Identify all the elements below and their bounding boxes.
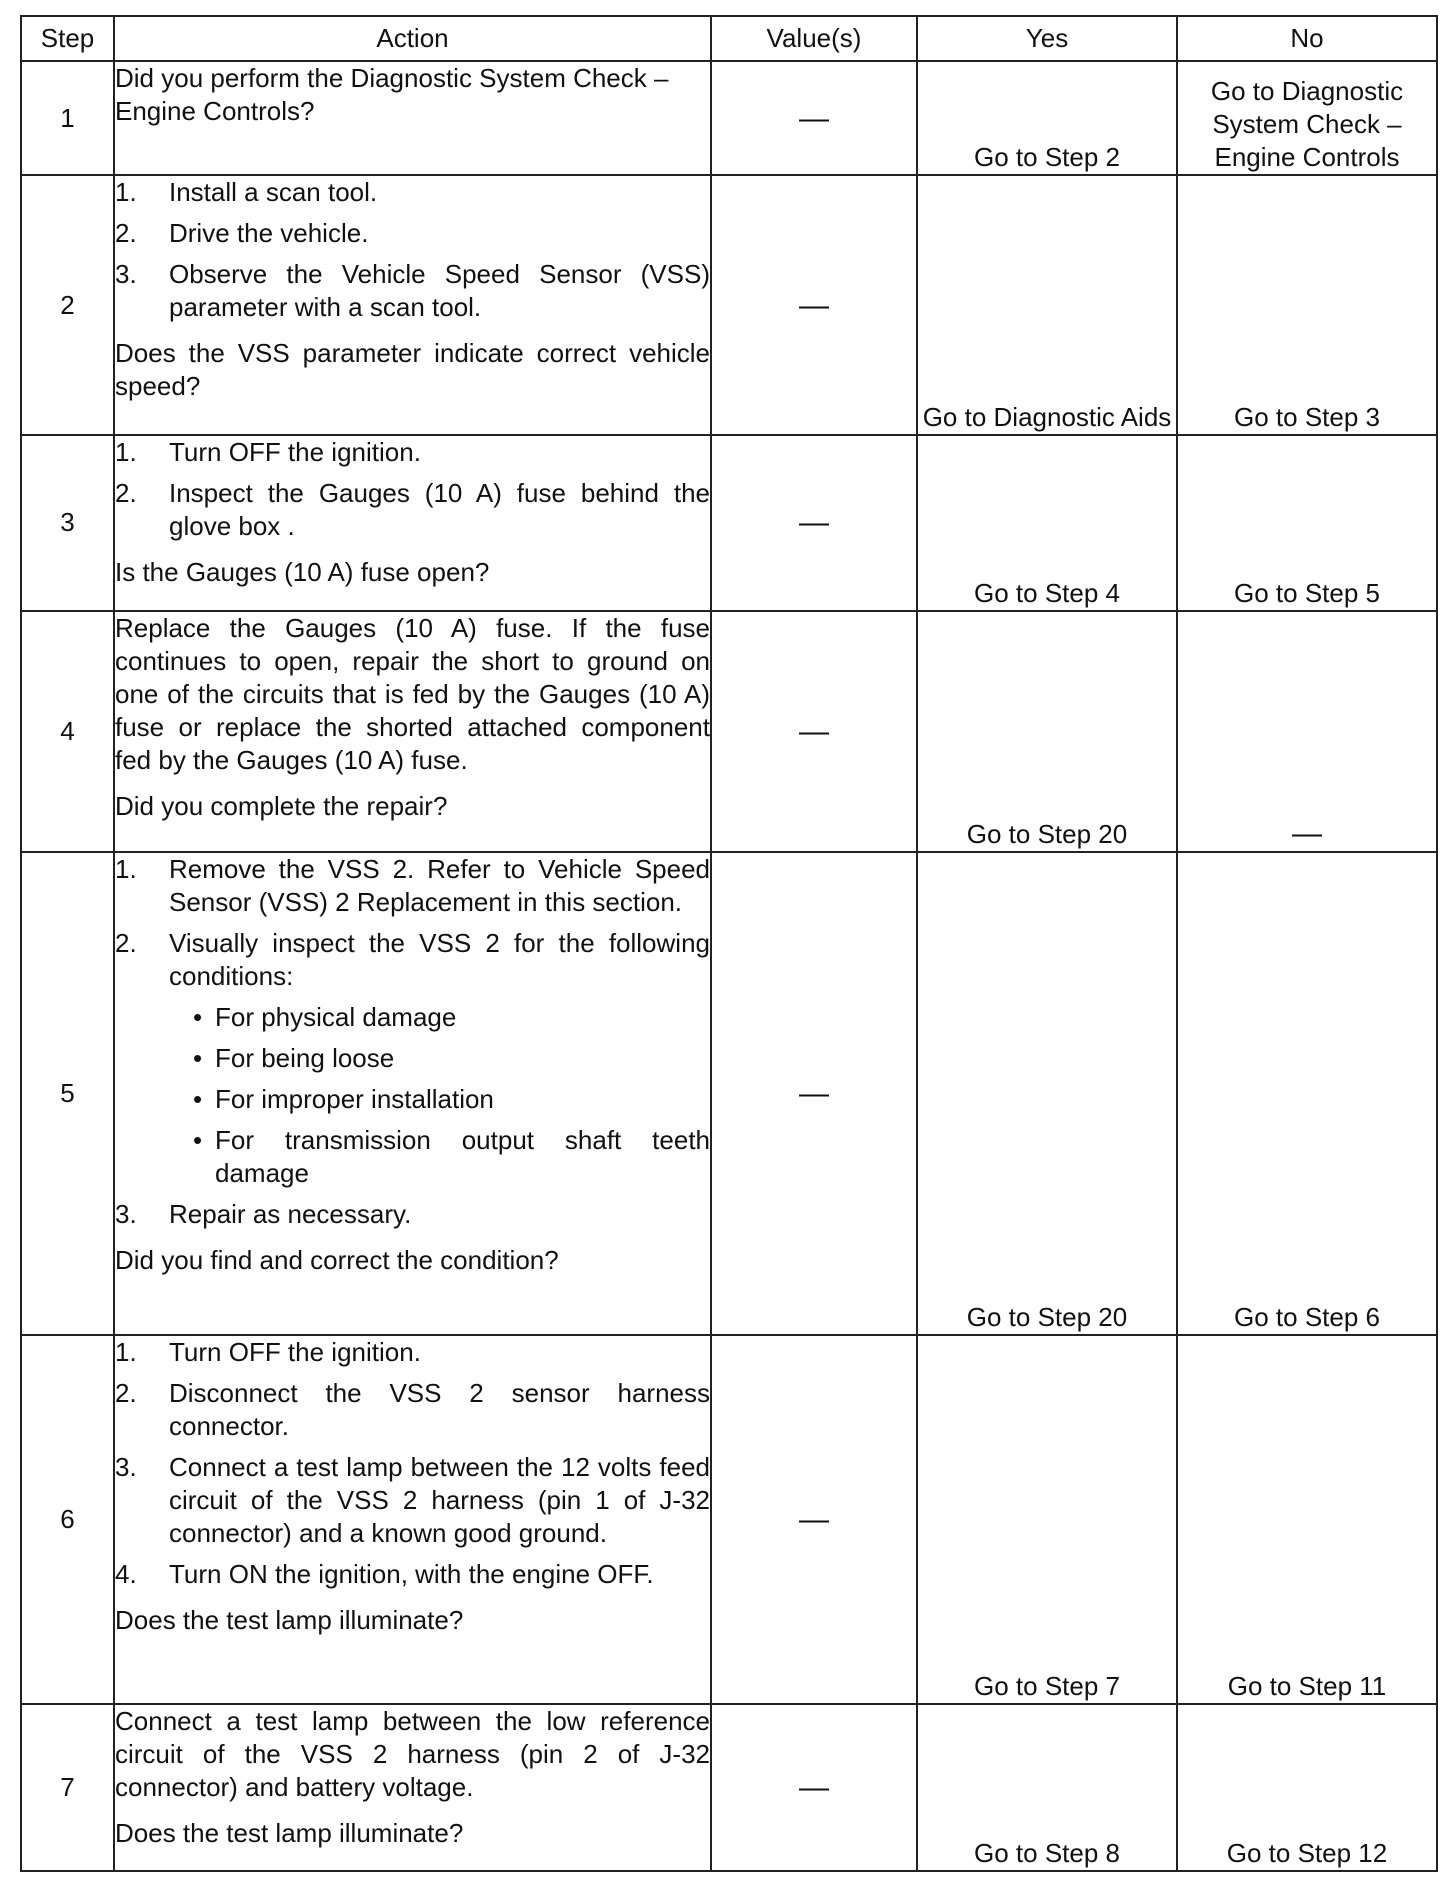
table-row: [21, 175, 1437, 435]
header-action: Action: [114, 16, 711, 61]
no-cell: Go to Step 12: [1177, 1704, 1437, 1871]
action-question: Does the VSS parameter indicate correct vehicle speed?: [115, 338, 710, 402]
diagnostic-table: [20, 15, 1438, 1872]
table-row: [21, 1704, 1437, 1871]
no-cell: Go to Step 5: [1177, 435, 1437, 611]
procedure-item: 2. Inspect the Gauges (10 A) fuse behind the glove box .: [115, 478, 710, 541]
yes-cell: Go to Diagnostic Aids: [917, 175, 1177, 435]
table-row: [21, 1335, 1437, 1704]
header-yes: Yes: [917, 16, 1177, 61]
condition-item: • For improper installation: [193, 1084, 494, 1115]
no-cell: Go to Diagnostic System Check – Engine Controls: [1177, 61, 1437, 175]
yes-cell: Go to Step 8: [917, 1704, 1177, 1871]
procedure-list: [115, 176, 710, 324]
action-cell: [114, 852, 711, 1335]
procedure-item: 2. Drive the vehicle.: [115, 218, 369, 249]
header-no: No: [1177, 16, 1437, 61]
procedure-item: 1. Turn OFF the ignition.: [115, 1336, 421, 1367]
step-number: 1: [21, 61, 114, 175]
no-cell: Go to Step 3: [1177, 175, 1437, 435]
step-number: 6: [21, 1335, 114, 1704]
condition-item: • For transmission output shaft teeth damage: [193, 1125, 710, 1189]
yes-cell: Go to Step 20: [917, 852, 1177, 1335]
action-cell: [114, 611, 711, 852]
header-step: Step: [21, 16, 114, 61]
value-cell: —: [711, 852, 917, 1335]
no-cell: [1177, 611, 1437, 852]
yes-cell: Go to Step 7: [917, 1335, 1177, 1704]
action-cell: [114, 1335, 711, 1704]
step-number: 4: [21, 611, 114, 852]
no-cell: Go to Step 6: [1177, 852, 1437, 1335]
value-cell: —: [711, 175, 917, 435]
condition-item: • For physical damage: [193, 1002, 457, 1033]
table-row: [21, 61, 1437, 175]
procedure-item: 1. Remove the VSS 2. Refer to Vehicle Speed Sensor (VSS) 2 Replacement in this section.: [115, 854, 710, 918]
value-cell: —: [711, 1704, 917, 1871]
action-question: Does the test lamp illuminate?: [115, 1604, 464, 1635]
step-number: 2: [21, 175, 114, 435]
action-question: Is the Gauges (10 A) fuse open?: [115, 557, 490, 587]
condition-list: [169, 1001, 710, 1190]
action-question: Does the test lamp illuminate?: [115, 1818, 464, 1849]
procedure-item: 3. Observe the Vehicle Speed Sensor (VSS) parameter with a scan tool.: [115, 259, 710, 323]
procedure-item: 4. Turn ON the ignition, with the engine OFF.: [115, 1558, 654, 1589]
step-number: 5: [21, 852, 114, 1335]
action-question: Did you find and correct the condition?: [115, 1245, 559, 1276]
action-text: Replace the Gauges (10 A) fuse. If the fuse continues to open, repair the short to ground on one of the circuits that is fed by the Gauges (10 A) fuse or replace the shorted attached component fed by the Gauges (10 A) fuse.: [115, 612, 710, 775]
procedure-list: [115, 436, 710, 543]
no-value-dash: —: [1292, 817, 1322, 851]
table-row: [21, 852, 1437, 1335]
value-cell: —: [711, 611, 917, 852]
step-number: 3: [21, 435, 114, 611]
action-text: Did you perform the Diagnostic System Check – Engine Controls?: [115, 63, 669, 126]
header-row: [21, 16, 1437, 61]
action-cell: [114, 175, 711, 435]
procedure-item: 3. Repair as necessary.: [115, 1199, 412, 1230]
value-cell: —: [711, 61, 917, 175]
no-cell: Go to Step 11: [1177, 1335, 1437, 1704]
table-row: [21, 611, 1437, 852]
step-number: 7: [21, 1704, 114, 1871]
condition-item: • For being loose: [193, 1043, 395, 1074]
procedure-item: 1. Install a scan tool.: [115, 177, 378, 208]
table-row: [21, 435, 1437, 611]
action-text: Connect a test lamp between the low reference circuit of the VSS 2 harness (pin 2 of J-32 connector) and battery voltage.: [115, 1706, 710, 1803]
header-values: Value(s): [711, 16, 917, 61]
procedure-list: [115, 853, 710, 1231]
action-cell: [114, 435, 711, 611]
yes-cell: Go to Step 2: [917, 61, 1177, 175]
yes-cell: Go to Step 4: [917, 435, 1177, 611]
action-cell: [114, 61, 711, 175]
procedure-item: 2. Disconnect the VSS 2 sensor harness connector.: [115, 1377, 710, 1441]
action-question: Did you complete the repair?: [115, 790, 448, 821]
yes-cell: Go to Step 20: [917, 611, 1177, 852]
value-cell: —: [711, 435, 917, 611]
procedure-list: [115, 1336, 710, 1591]
value-cell: —: [711, 1335, 917, 1704]
procedure-item: 3. Connect a test lamp between the 12 volts feed circuit of the VSS 2 harness (pin 1 of J-32 connector) and a known good ground.: [115, 1451, 710, 1548]
procedure-item: 1. Turn OFF the ignition.: [115, 437, 421, 467]
procedure-item: 2. Visually inspect the VSS 2 for the following conditions: • For physical damage • For being loose • For improper installation • For transmission output shaft teeth damage: [115, 928, 710, 1189]
action-cell: [114, 1704, 711, 1871]
